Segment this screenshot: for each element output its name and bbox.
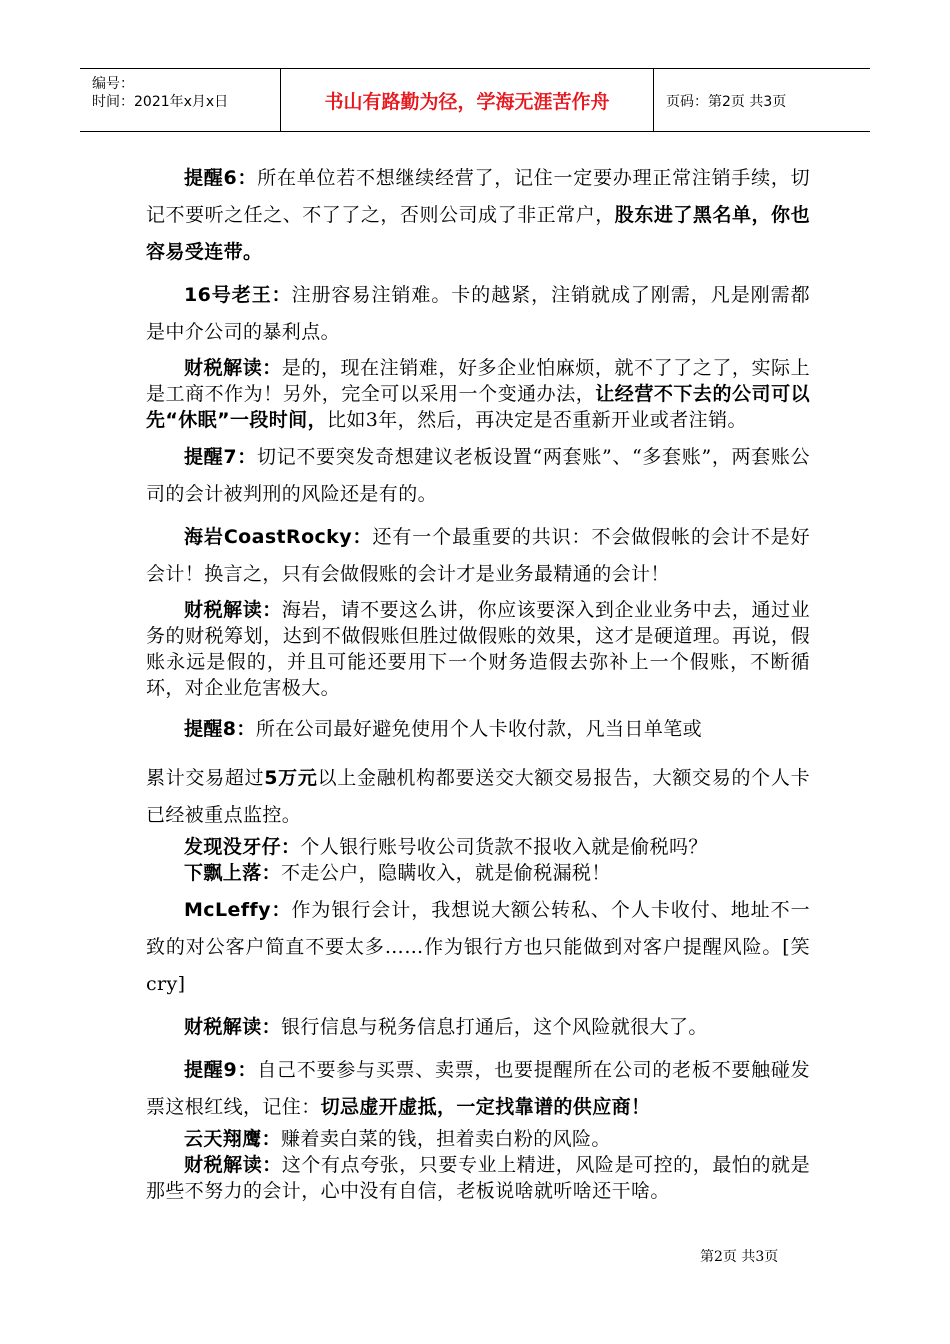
paragraph-label: McLeffy：	[184, 899, 292, 921]
paragraph: 财税解读：银行信息与税务信息打通后，这个风险就很大了。	[184, 1016, 708, 1038]
paragraph: 提醒6：所在单位若不想继续经营了，记住一定要办理正常注销手续，切记不要听之任之、不了了之，否则公司成了非正常户，股东进了黑名单，你也容易受连带。	[146, 167, 811, 263]
paragraph-label: 财税解读：	[184, 599, 282, 621]
header-page-label: 页码：第2页 共3页	[666, 94, 787, 110]
paragraph: 提醒9：自己不要参与买票、卖票，也要提醒所在公司的老板不要触碰发票这根红线，记住：切忌虚开虚抵，一定找靠谱的供应商！	[146, 1059, 811, 1118]
paragraph: 提醒8：所在公司最好避免使用个人卡收付款，凡当日单笔或	[184, 718, 703, 740]
paragraph: 下飘上落：不走公户，隐瞒收入，就是偷税漏税！	[184, 862, 611, 884]
paragraph-label: 16号老王：	[184, 284, 292, 306]
paragraph: McLeffy：作为银行会计，我想说大额公转私、个人卡收付、地址不一致的对公客户简直不要太多……作为银行方也只能做到对客户提醒风险。[笑cry]	[146, 899, 811, 995]
paragraph-label: 海岩CoastRocky：	[184, 526, 373, 548]
article-body	[146, 160, 810, 1204]
paragraph: 财税解读：是的，现在注销难，好多企业怕麻烦，就不了了之了，实际上是工商不作为！另外，完全可以采用一个变通办法，让经营不下去的公司可以先“休眠”一段时间，比如3年，然后，再决定是否重新开业或者注销。	[146, 357, 810, 431]
paragraph: 发现没牙仔：个人银行账号收公司货款不报收入就是偷税吗？	[184, 836, 708, 858]
paragraph-label: 提醒6：	[184, 167, 258, 189]
paragraph-label: 提醒7：	[184, 446, 257, 468]
paragraph-label: 提醒8：	[184, 718, 256, 740]
paragraph-label: 财税解读：	[184, 1016, 282, 1038]
header-page-cell	[654, 69, 870, 131]
number-label: 编号：	[92, 76, 134, 92]
paragraph-label: 财税解读：	[184, 1154, 282, 1176]
paragraph: 16号老王：注册容易注销难。卡的越紧，注销就成了刚需，凡是刚需都是中介公司的暴利点。	[146, 284, 811, 343]
date-label: 时间：2021年x月x日	[92, 94, 229, 110]
paragraph-label: 财税解读：	[184, 357, 282, 379]
paragraph-continuation: 累计交易超过5万元以上金融机构都要送交大额交易报告，大额交易的个人卡已经被重点监控。	[146, 767, 810, 826]
paragraph: 提醒7：切记不要突发奇想建议老板设置“两套账”、“多套账”，两套账公司的会计被判刑的风险还是有的。	[146, 446, 810, 505]
paragraph: 海岩CoastRocky：还有一个最重要的共识：不会做假帐的会计不是好会计！换言之，只有会做假账的会计才是业务最精通的会计！	[146, 526, 810, 585]
paragraph-label: 提醒9：	[184, 1059, 258, 1081]
page-footer: 第2页 共3页	[700, 1249, 779, 1265]
paragraph-label: 下飘上落：	[184, 862, 282, 884]
paragraph-label: 发现没牙仔：	[184, 836, 301, 858]
document-header	[80, 68, 870, 132]
paragraph: 财税解读：这个有点夸张，只要专业上精进，风险是可控的，最怕的就是那些不努力的会计，心中没有自信，老板说啥就听啥还干啥。	[146, 1154, 810, 1202]
header-motto-cell	[281, 69, 654, 131]
paragraph: 财税解读：海岩，请不要这么讲，你应该要深入到企业业务中去，通过业务的财税筹划，达到不做假账但胜过做假账的效果，这才是硬道理。再说，假账永远是假的，并且可能还要用下一个财务造假去弥补上一个假账，不断循环，对企业危害极大。	[146, 599, 810, 699]
paragraph: 云天翔鹰：赚着卖白菜的钱，担着卖白粉的风险。	[184, 1128, 611, 1150]
header-info-cell	[80, 69, 281, 131]
paragraph-label: 云天翔鹰：	[184, 1128, 282, 1150]
motto: 书山有路勤为径，学海无涯苦作舟	[324, 91, 610, 113]
